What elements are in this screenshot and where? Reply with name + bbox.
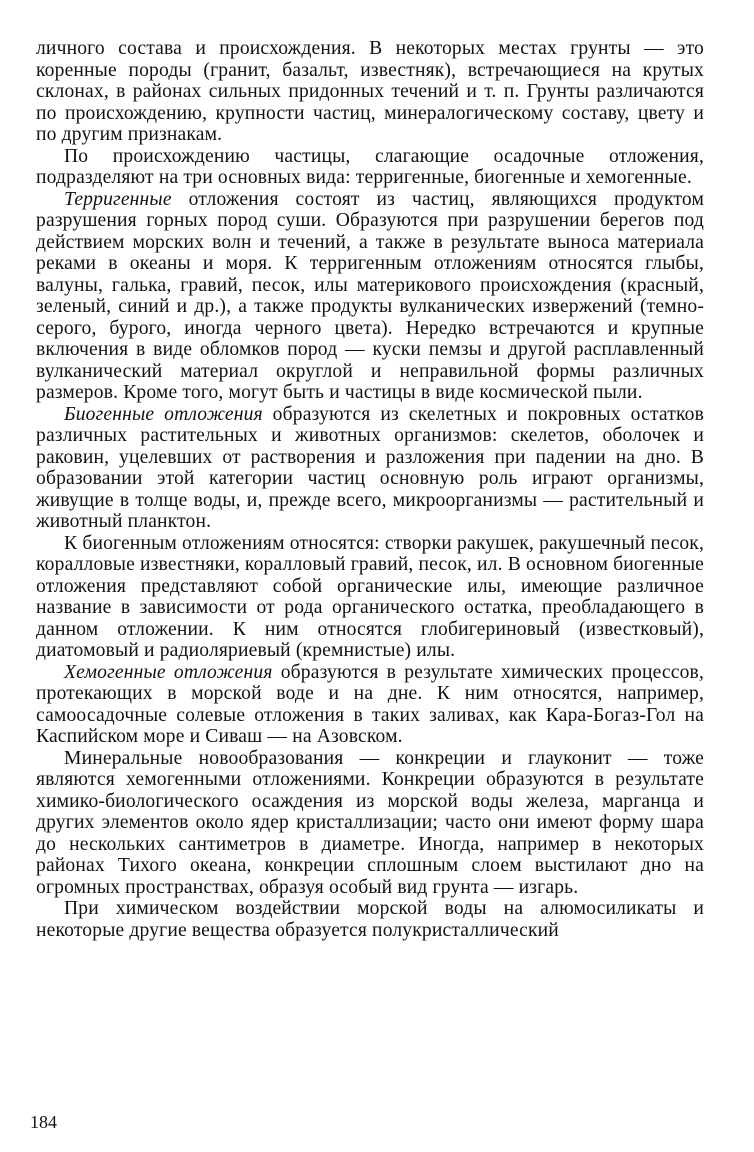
paragraph [36,748,704,899]
paragraph-text: образуются в результате химических процессов, протекающих в морской воде и на дне. К ним относятся, например, самоосадочные солевые отложения в таких заливах, как Кара-Богаз-Гол на Каспийском море и Сиваш — на Азовском. [36,661,704,747]
paragraph-text: К биогенным отложениям относятся: створки ракушек, ракушечный песок, коралловые известняки, коралловый гравий, песок, ил. В основном биогенные отложения представляют собой органические илы, имеющие различное название в зависимости от рода органического остатка, преобладающего в данном отложении. К ним относятся глобигериновый (известковый), диатомовый и радиоляриевый (кремнистые) илы. [36,532,704,661]
paragraph-text: личного состава и происхождения. В некоторых местах грунты — это коренные породы (гранит, базальт, известняк), встречающиеся на крутых склонах, в районах сильных придонных течений и т. п. Грунты различаются по происхождению, крупности частиц, минералогическому составу, цвету и по другим признакам. [36,38,704,145]
paragraph [36,146,704,189]
paragraph [36,38,704,146]
paragraph [36,189,704,404]
paragraph [36,404,704,533]
paragraph [36,898,704,941]
term-terrigenous: Терригенные [64,188,172,210]
term-chemogenic: Хемогенные отложения [64,661,273,683]
page-number: 184 [30,1112,57,1132]
paragraph [36,533,704,662]
paragraph-text: Минеральные новообразования — конкреции и глауконит — тоже являются хемогенными отложениями. Конкреции образуются в результате химико-биологического осаждения из морской воды железа, марганца и других элементов около ядер кристаллизации; часто они имеют форму шара до нескольких сантиметров в диаметре. Иногда, например в некоторых районах Тихого океана, конкреции сплошным слоем выстилают дно на огромных пространствах, образуя особый вид грунта — изгарь. [36,747,704,898]
paragraph-text: При химическом воздействии морской воды на алюмосиликаты и некоторые другие вещества образуется полукристаллический [36,898,704,941]
paragraph [36,662,704,748]
paragraph-text: образуются из скелетных и покровных остатков различных растительных и животных организмов: скелетов, оболочек и раковин, уцелевших от растворения и разложения при падении на дно. В образовании этой категории частиц основную роль играют организмы, живущие в толще воды, и, прежде всего, микроорганизмы — растительный и животный планктон. [36,403,704,532]
paragraph-text: По происхождению частицы, слагающие осадочные отложения, подразделяют на три основных вида: терригенные, биогенные и хемогенные. [36,145,704,188]
paragraph-text: отложения состоят из частиц, являющихся продуктом разрушения горных пород суши. Образуются при разрушении берегов под действием морских волн и течений, а также в результате выноса материала реками в океаны и моря. К терригенным отложениям относятся глыбы, валуны, галька, гравий, песок, илы материкового происхождения (красный, зеленый, синий и др.), а также продукты вулканических извержений (темно-серого, бурого, иногда черного цвета). Нередко встречаются и крупные включения в виде обломков пород — куски пемзы и другой расплавленный вулканический материал округлой и неправильной формы различных размеров. Кроме того, могут быть и частицы в виде космической пыли. [36,188,704,403]
term-biogenic: Биогенные отложения [64,403,263,425]
